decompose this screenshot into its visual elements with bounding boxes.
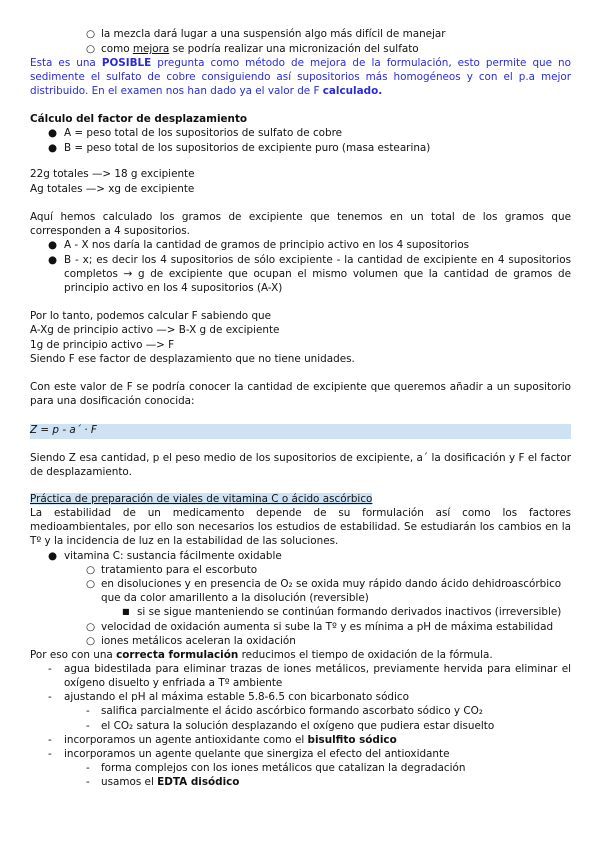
vitc-subitem-4: iones metálicos aceleran la oxidación [101,635,296,647]
calc-line-2: A-Xg de principio activo —> B-X g de excipiente [30,324,280,336]
bullet-icon: ● [48,550,58,562]
dash-bullet-icon: - [48,748,52,760]
dash-bullet-icon: - [48,691,52,703]
calc-line-1: Por lo tanto, podemos calcular F sabiendo que [30,310,272,322]
square-bullet-icon: ■ [122,607,130,616]
bullet-icon: ● [48,239,58,251]
formulation-line: Por eso con una correcta formulación reducimos el tiempo de oxidación de la fórmula. [30,649,493,661]
dash-bullet-icon: - [86,776,90,788]
dash-item-ph: ajustando el pH al máxima estable 5.8-6.5 con bicarbonato sódico [64,691,409,703]
equation-line-1: 22g totales —> 18 g excipiente [30,168,195,180]
formula-text: Z = p - a´ · F [30,424,97,436]
practice-intro: La estabilidad de un medicamento depende de su formulación así como los factores medioambientales, por ello son necesarios los estudios de estabilidad. Se estudiarán los cambios en la Tº y la incidencia de luz en la estabilidad de las soluciones. [30,507,571,547]
ph-subitem-1: salifica parcialmente el ácido ascórbico formando ascorbato sódico y CO₂ [101,705,483,717]
dash-bullet-icon: - [86,720,90,732]
calc-sub-bullet-2: B - x; es decir los 4 supositorios de sólo excipiente - la cantidad de excipiente en 4 supositorios completos → g de excipiente que ocupan el mismo volumen que la cantidad de gramos de principio activo en los 4 supositorios (A-X) [64,254,571,294]
dash-bullet-icon: - [86,762,90,774]
chelator-subitem-2: usamos el EDTA disódico [101,776,240,788]
calc-paragraph-4: Siendo Z esa cantidad, p el peso medio de los supositorios de excipiente, a´ la dosificación y F el factor de desplazamiento. [30,452,571,478]
top-item-1: la mezcla dará lugar a una suspensión algo más difícil de manejar [101,28,446,40]
hollow-bullet-icon: ○ [86,43,96,55]
top-item-2: como mejora se podría realizar una micronización del sulfato [101,43,419,55]
formula-box [30,424,571,439]
calc-line-3: 1g de principio activo —> F [30,339,175,351]
chelator-subitem-1: forma complejos con los iones metálicos que catalizan la degradación [101,762,466,774]
calc-sub-bullet-1: A - X nos daría la cantidad de gramos de principio activo en los 4 supositorios [64,239,470,251]
calc-bullet-b: B = peso total de los supositorios de excipiente puro (masa estearina) [64,142,431,154]
dash-item-chelator: incorporamos un agente quelante que sinergiza el efecto del antioxidante [64,748,450,760]
calc-heading: Cálculo del factor de desplazamiento [30,113,248,125]
calc-paragraph-3: Con este valor de F se podría conocer la cantidad de excipiente que queremos añadir a un supositorio para una dosificación conocida: [30,381,571,407]
bullet-icon: ● [48,254,58,266]
vitc-subitem-2: en disoluciones y en presencia de O₂ se oxida muy rápido dando ácido dehidroascórbico que da color amarillento a la disolución (reversible) [101,578,562,604]
vitc-item: vitamina C: sustancia fácilmente oxidable [64,550,282,562]
hollow-bullet-icon: ○ [86,564,96,576]
vitc-subitem-1: tratamiento para el escorbuto [101,564,258,576]
hollow-bullet-icon: ○ [86,578,96,590]
vitc-subitem-3: velocidad de oxidación aumenta si sube la Tº y es mínima a pH de máxima estabilidad [101,621,554,633]
ph-subitem-2: el CO₂ satura la solución desplazando el oxígeno que pudiera estar disuelto [101,720,495,732]
hollow-bullet-icon: ○ [86,28,96,40]
dash-item-water: agua bidestilada para eliminar trazas de iones metálicos, previamente hervida para eliminar el oxígeno disuelto y enfriada a Tº ambiente [64,663,571,689]
bullet-icon: ● [48,127,58,139]
calc-line-4: Siendo F ese factor de desplazamiento que no tiene unidades. [30,353,355,365]
practice-heading: Práctica de preparación de viales de vitamina C o ácido ascórbico [30,493,373,505]
hollow-bullet-icon: ○ [86,635,96,647]
dash-bullet-icon: - [48,663,52,675]
blue-note-paragraph: Esta es una POSIBLE pregunta como método de mejora de la formulación, esto permite que no sedimente el sulfato de cobre consiguiendo así supositorios más homogéneos y con el p.a mejor distribuido. En el examen nos han dado ya el valor de F calculado. [30,57,571,97]
dash-bullet-icon: - [48,734,52,746]
equation-line-2: Ag totales —> xg de excipiente [30,183,195,195]
hollow-bullet-icon: ○ [86,621,96,633]
dash-bullet-icon: - [86,705,90,717]
dash-item-antioxidant: incorporamos un agente antioxidante como el bisulfito sódico [64,734,397,746]
bullet-icon: ● [48,142,58,154]
vitc-subsubitem: si se sigue manteniendo se continúan formando derivados inactivos (irreversible) [137,606,562,618]
calc-bullet-a: A = peso total de los supositorios de sulfato de cobre [64,127,343,139]
calc-paragraph-1: Aquí hemos calculado los gramos de excipiente que tenemos en un total de los gramos que corresponden a 4 supositorios. [30,211,571,237]
